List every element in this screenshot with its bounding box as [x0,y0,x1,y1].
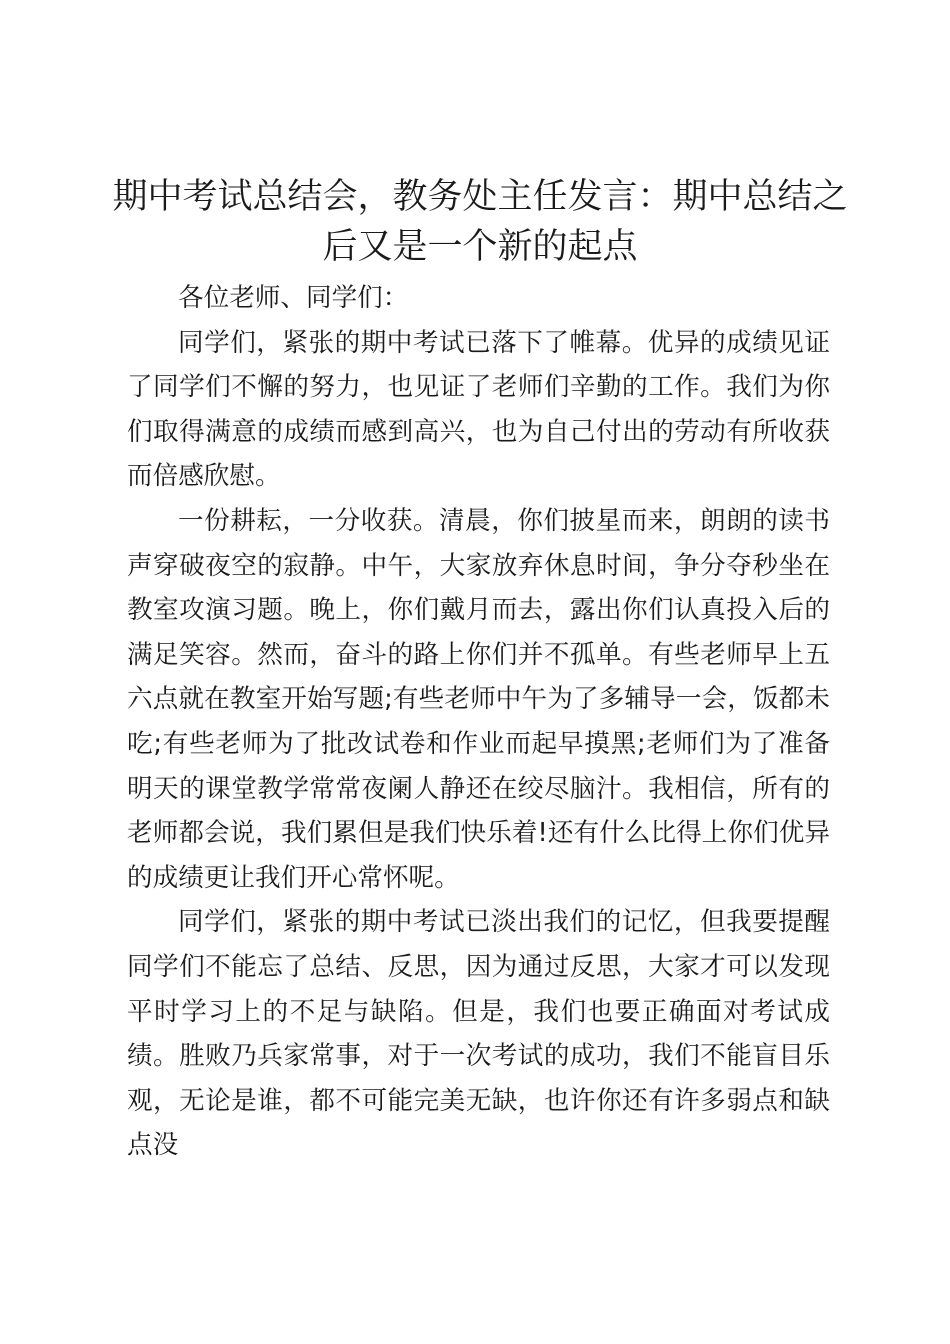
document-body [127,276,830,1168]
salutation: 各位老师、同学们： [178,283,409,313]
paragraph: 同学们，紧张的期中考试已落下了帷幕。优异的成绩见证了同学们不懈的努力，也见证了老师们辛勤的工作。我们为你们取得满意的成绩而感到高兴，也为自己付出的劳动有所收获而倍感欣慰。 [127,327,830,492]
paragraph: 一份耕耘，一分收获。清晨，你们披星而来，朗朗的读书声穿破夜空的寂静。中午，大家放弃休息时间，争分夺秒坐在教室攻演习题。晚上，你们戴月而去，露出你们认真投入后的满足笑容。然而，奋斗的路上你们并不孤单。有些老师早上五六点就在教室开始写题;有些老师中午为了多辅导一会，饭都未吃;有些老师为了批改试卷和作业而起早摸黑;老师们为了准备明天的课堂教学常常夜阑人静还在绞尽脑汁。我相信，所有的老师都会说，我们累但是我们快乐着!还有什么比得上你们优异的成绩更让我们开心常怀呢。 [127,505,830,893]
document-title: 期中考试总结会，教务处主任发言：期中总结之后又是一个新的起点 [112,177,848,267]
paragraph: 同学们，紧张的期中考试已淡出我们的记忆，但我要提醒同学们不能忘了总结、反思，因为通过反思，大家才可以发现平时学习上的不足与缺陷。但是，我们也要正确面对考试成绩。胜败乃兵家常事，对于一次考试的成功，我们不能盲目乐观，无论是谁，都不可能完美无缺，也许你还有许多弱点和缺点没 [127,907,830,1161]
